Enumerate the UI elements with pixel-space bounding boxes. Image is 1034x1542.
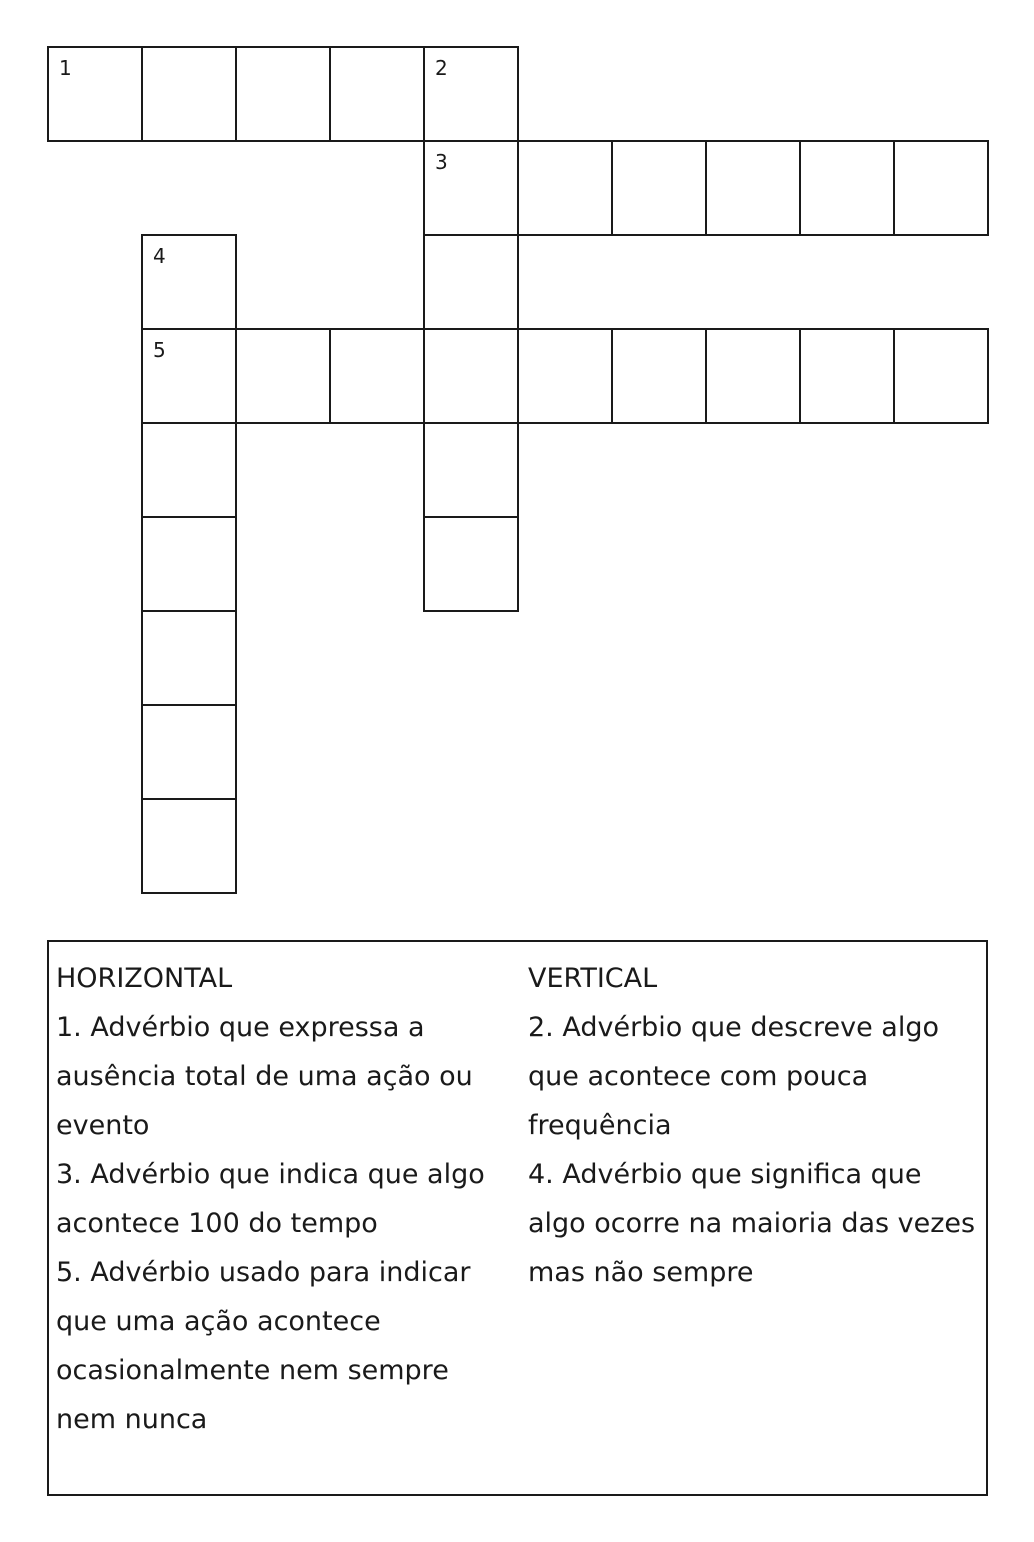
grid-cell[interactable] bbox=[705, 328, 801, 424]
clue-1-across: 1. Advérbio que expressa a ausência total de uma ação ou evento bbox=[56, 1012, 473, 1141]
grid-cell[interactable] bbox=[235, 328, 331, 424]
cell-number: 4 bbox=[153, 244, 166, 268]
grid-cell[interactable] bbox=[423, 234, 519, 330]
grid-cell[interactable] bbox=[47, 46, 143, 142]
cell-number: 3 bbox=[435, 150, 448, 174]
horizontal-clues bbox=[56, 954, 516, 1444]
grid-cell[interactable] bbox=[423, 328, 519, 424]
clue-2-down: 2. Advérbio que descreve algo que acontece com pouca frequência bbox=[528, 1012, 940, 1141]
grid-cell[interactable] bbox=[141, 46, 237, 142]
grid-cell[interactable] bbox=[141, 516, 237, 612]
grid-cell[interactable] bbox=[329, 328, 425, 424]
grid-cell[interactable] bbox=[141, 234, 237, 330]
cell-number: 1 bbox=[59, 56, 72, 80]
grid-cell[interactable] bbox=[517, 140, 613, 236]
cell-number: 2 bbox=[435, 56, 448, 80]
clue-3-across: 3. Advérbio que indica que algo acontece 100 do tempo bbox=[56, 1159, 485, 1239]
grid-cell[interactable] bbox=[141, 610, 237, 706]
clue-5-across: 5. Advérbio usado para indicar que uma ação acontece ocasionalmente nem sempre nem nunca bbox=[56, 1257, 471, 1435]
grid-cell[interactable] bbox=[141, 704, 237, 800]
grid-cell[interactable] bbox=[141, 422, 237, 518]
grid-cell[interactable] bbox=[611, 140, 707, 236]
horizontal-heading: HORIZONTAL bbox=[56, 963, 233, 994]
grid-cell[interactable] bbox=[423, 516, 519, 612]
grid-cell[interactable] bbox=[799, 328, 895, 424]
cell-number: 5 bbox=[153, 338, 166, 362]
grid-cell[interactable] bbox=[611, 328, 707, 424]
grid-cell[interactable] bbox=[423, 140, 519, 236]
grid-cell[interactable] bbox=[235, 46, 331, 142]
grid-cell[interactable] bbox=[893, 140, 989, 236]
grid-cell[interactable] bbox=[329, 46, 425, 142]
vertical-clues bbox=[528, 954, 983, 1297]
grid-cell[interactable] bbox=[517, 328, 613, 424]
grid-cell[interactable] bbox=[893, 328, 989, 424]
grid-cell[interactable] bbox=[141, 328, 237, 424]
grid-cell[interactable] bbox=[705, 140, 801, 236]
clues-box bbox=[47, 940, 988, 1496]
clue-4-down: 4. Advérbio que significa que algo ocorre na maioria das vezes mas não sempre bbox=[528, 1159, 976, 1288]
grid-cell[interactable] bbox=[141, 798, 237, 894]
grid-cell[interactable] bbox=[423, 46, 519, 142]
grid-cell[interactable] bbox=[799, 140, 895, 236]
vertical-heading: VERTICAL bbox=[528, 963, 658, 994]
grid-cell[interactable] bbox=[423, 422, 519, 518]
